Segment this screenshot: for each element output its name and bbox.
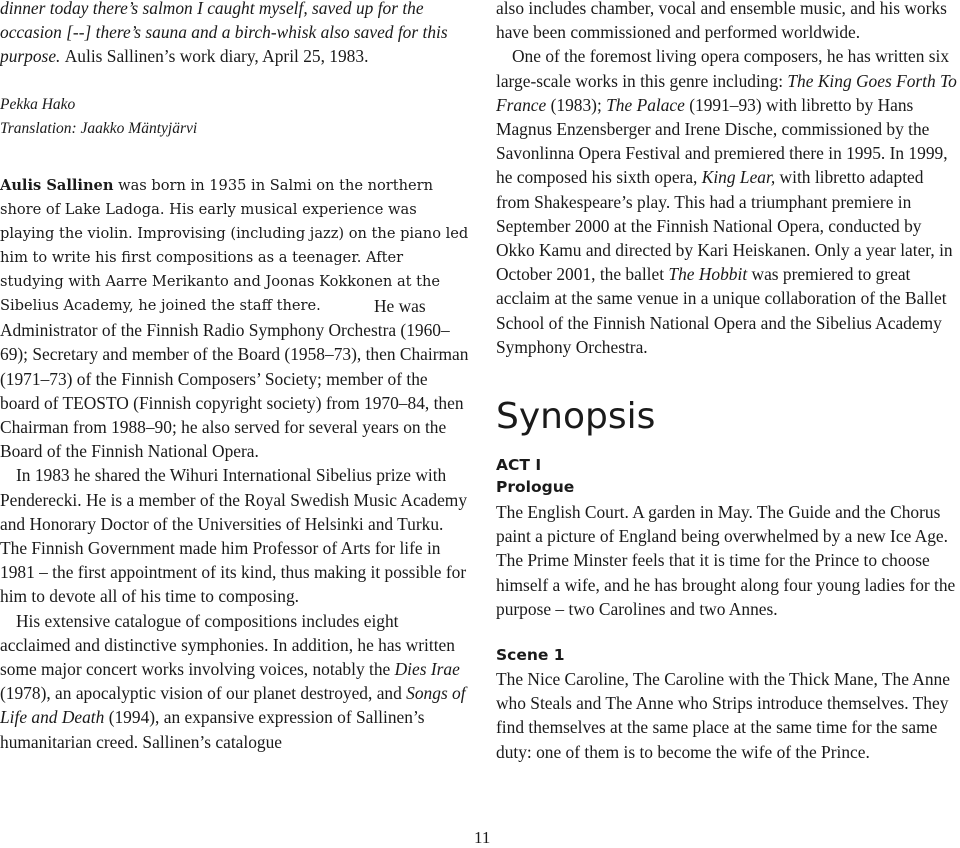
scene-text: The Nice Caroline, The Caroline with the Thick Mane, The Anne who Steals and The Anne who Strips introduce themselves. They find themselves at the same place at the same time for the same duty: one of them is to become the wife of the Prince. <box>496 669 950 762</box>
diary-quote-text: dinner today there’s salmon I caught myself, saved up for the occasion [--] there’s sauna and a birch-whisk also saved for this purpose. <box>0 0 448 67</box>
catalogue-continuation: also includes chamber, vocal and ensemble music, and his works have been commissioned and performed worldwide. <box>496 0 947 43</box>
opera-paragraph: One of the foremost living opera composers, he has written six large-scale works in this genre including: The King Goes Forth To France (1983); The Palace (1991–93) with libretto by Hans Magnus Enzensberger and Irene Dische, commissioned by the Savonlinna Opera Festival and premiered there in 1995. In 1999, he composed his sixth opera, King Lear, with libretto adapted from Shakespeare’s play. This had a triumphant premiere in September 2000 at the Finnish National Opera, conducted by Okko Kamu and directed by Kari Heiskanen. Only a year later, in October 2001, the ballet The Hobbit was premiered to great acclaim at the same venue in a unique collaboration of the Ballet School of the Finnish National Opera and the Sibelius Academy Symphony Orchestra. <box>496 46 957 357</box>
opera-title-king-goes-forth: The King Goes Forth To France <box>496 70 957 115</box>
synopsis-heading: Synopsis <box>496 396 656 438</box>
ballet-title-hobbit: The Hobbit <box>668 264 748 285</box>
page-number: 11 <box>474 828 491 847</box>
credits <box>0 93 470 141</box>
bio-paragraph-2: In 1983 he shared the Wihuri International Sibelius prize with Penderecki. He is a member of the Royal Swedish Music Academy and Honorary Doctor of the Universities of Helsinki and Turku. The Finnish Government made him Professor of Arts for life in 1981 – the first appointment of its kind, thus making it possible for him to devote all of his time to composing. <box>0 465 468 607</box>
diary-source: Aulis Sallinen’s work diary, April 25, 1983. <box>64 46 369 67</box>
right-column <box>496 0 960 764</box>
bio-name: Aulis Sallinen <box>0 176 114 194</box>
bio-p1-part-b: He was Administrator of the Finnish Radio Symphony Orchestra (1960–69); Secretary and member of the Board (1958–73), then Chairman (1971–73) of the Finnish Composers’ Society; member of the board of TEOSTO (Finnish copyright society) from 1970–84, then Chairman from 1988–90; he also served for several years on the Board of the Finnish National Opera. <box>0 295 469 462</box>
prologue-heading: Prologue <box>496 478 575 497</box>
left-column <box>0 0 470 754</box>
act-heading: ACT I <box>496 456 542 475</box>
opera-title-king-lear: King Lear, <box>701 167 776 188</box>
bio-p1-part-a: was born in 1935 in Salmi on the northern shore of Lake Ladoga. His early musical experience was playing the violin. Improvising (including jazz) on the piano led him to write his first compositions as a teenager. After studying with Aarre Merikanto and Joonas Kokkonen at the Sibelius Academy, he joined the staff there. <box>0 176 469 315</box>
prologue-text: The English Court. A garden in May. The Guide and the Chorus paint a picture of England being overwhelmed by a new Ice Age. The Prime Minster feels that it is time for the Prince to choose himself a wife, and he has brought along four young ladies for the purpose – two Carolines and two Annes. <box>496 502 956 619</box>
bio-paragraph-3: His extensive catalogue of compositions includes eight acclaimed and distinctive symphonies. In addition, he has written some major concert works involving voices, notably the Dies Irae (1978), an apocalyptic vision of our planet destroyed, and Songs of Life and Death (1994), an expansive expression of Sallinen’s humanitarian creed. Sallinen’s catalogue <box>0 610 466 752</box>
scene-heading: Scene 1 <box>496 646 565 665</box>
credit-author: Pekka Hako <box>0 95 76 113</box>
bio-paragraph-1b <box>0 294 470 463</box>
work-title-songs-of-life: Songs of Life and Death <box>0 683 466 728</box>
work-title-dies-irae: Dies Irae <box>394 659 460 680</box>
diary-quote <box>0 0 470 69</box>
opera-title-palace: The Palace <box>606 94 685 115</box>
credit-translation: Translation: Jaakko Mäntyjärvi <box>0 119 198 137</box>
